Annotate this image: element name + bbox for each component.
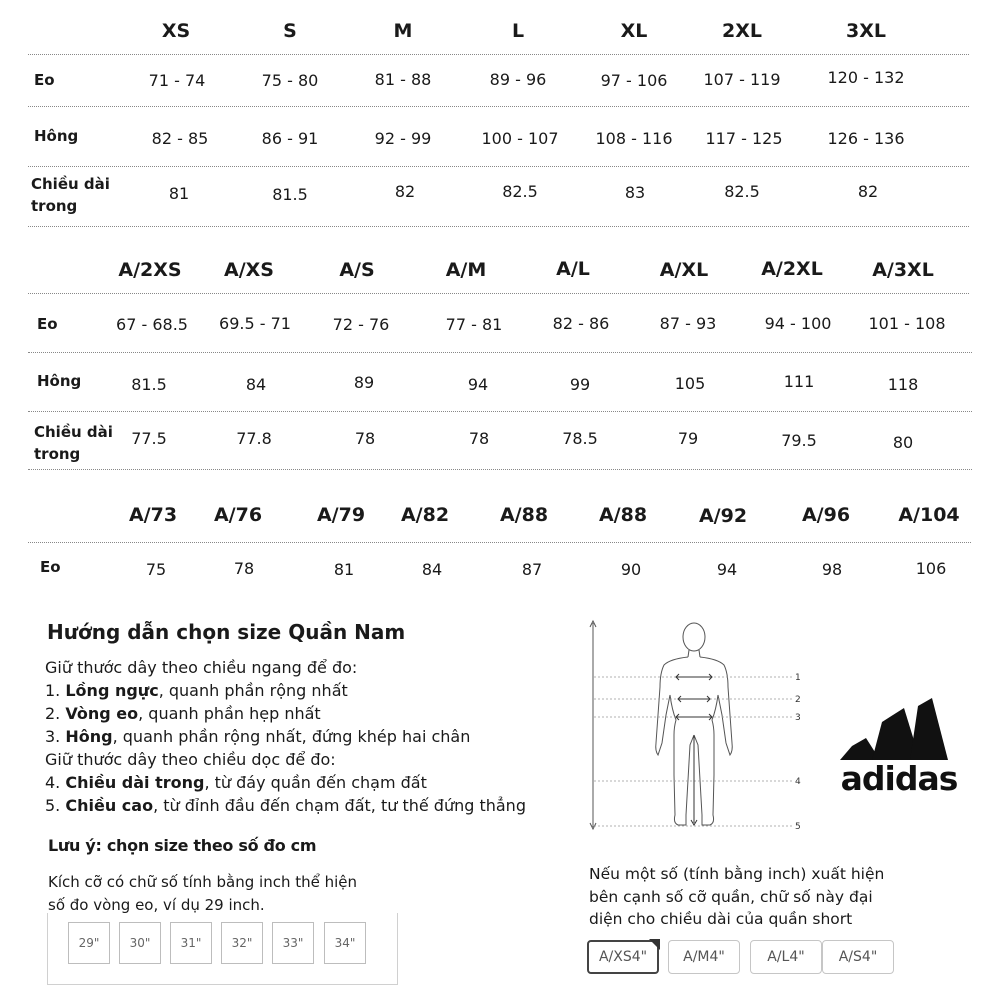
table-cell: 67 - 68.5 bbox=[116, 315, 188, 334]
table-cell: 82 bbox=[857, 182, 879, 201]
row-label-waist: Eo bbox=[34, 71, 55, 89]
size-header-a-s: A/S bbox=[339, 259, 375, 281]
table-cell: 77 - 81 bbox=[445, 315, 503, 334]
chest-arrow bbox=[676, 674, 712, 680]
table-cell: 100 - 107 bbox=[481, 129, 559, 148]
table-cell: 81.5 bbox=[131, 375, 167, 394]
logo-stripe-3 bbox=[910, 698, 948, 760]
guide-item-waist: 2. Vòng eo, quanh phần hẹp nhất bbox=[45, 704, 321, 723]
figure-head bbox=[683, 623, 705, 651]
adidas-logo bbox=[826, 698, 972, 794]
marker-4: 4 bbox=[795, 777, 801, 787]
guide-item-chest: 1. Lồng ngực, quanh phần rộng nhất bbox=[45, 681, 348, 700]
table-divider bbox=[28, 226, 969, 227]
table-divider bbox=[28, 411, 972, 412]
size-header-a-73: A/73 bbox=[128, 504, 178, 526]
table-cell: 90 bbox=[620, 560, 642, 579]
size-header-m: M bbox=[393, 20, 413, 42]
table-cell: 94 bbox=[716, 560, 738, 579]
table-cell: 92 - 99 bbox=[374, 129, 432, 148]
table-cell: 79.5 bbox=[781, 431, 817, 450]
table-cell: 77.8 bbox=[236, 429, 272, 448]
table-cell: 80 bbox=[892, 433, 914, 452]
table-cell: 81 bbox=[333, 560, 355, 579]
body-measurement-figure bbox=[580, 615, 810, 837]
marker-1: 1 bbox=[795, 673, 801, 683]
table-cell: 111 bbox=[783, 372, 815, 391]
table-divider bbox=[28, 352, 972, 353]
size-header-l: L bbox=[511, 20, 525, 42]
figure-left-leg bbox=[670, 695, 694, 825]
size-header-3xl: 3XL bbox=[846, 20, 886, 42]
logo-wordmark: adidas bbox=[840, 759, 958, 794]
table-cell: 118 bbox=[887, 375, 919, 394]
table-cell: 87 - 93 bbox=[659, 314, 717, 333]
inch-size-30: 30" bbox=[119, 922, 161, 964]
row-label-inseam: Chiều dài trong bbox=[34, 423, 113, 463]
table-cell: 82.5 bbox=[502, 182, 538, 201]
shorts-size-label: A/XS4" bbox=[598, 949, 648, 965]
table-cell: 94 - 100 bbox=[764, 314, 832, 333]
table-cell: 98 bbox=[821, 560, 843, 579]
table-cell: 69.5 - 71 bbox=[219, 314, 291, 333]
table-cell: 89 bbox=[353, 373, 375, 392]
row-label-hip: Hông bbox=[34, 127, 79, 145]
guide-intro-vertical: Giữ thước dây theo chiều dọc để đo: bbox=[45, 750, 336, 769]
inch-size-31: 31" bbox=[170, 922, 212, 964]
marker-3: 3 bbox=[795, 713, 801, 723]
table-cell: 78.5 bbox=[562, 429, 598, 448]
row-label-waist: Eo bbox=[40, 558, 61, 576]
size-header-xl: XL bbox=[620, 20, 648, 42]
shorts-size-a-m4: A/M4" bbox=[668, 940, 740, 974]
table-cell: 94 bbox=[467, 375, 489, 394]
size-header-a-xs: A/XS bbox=[224, 259, 274, 281]
shorts-size-a-s4: A/S4" bbox=[822, 940, 894, 974]
size-header-a-l: A/L bbox=[556, 258, 590, 280]
shorts-note-line2: bên cạnh số cỡ quần, chữ số này đại bbox=[589, 888, 873, 906]
table-cell: 82.5 bbox=[724, 182, 760, 201]
table-divider bbox=[28, 542, 971, 543]
hip-arrow bbox=[676, 714, 712, 720]
size-header-a-3xl: A/3XL bbox=[872, 259, 934, 281]
table-cell: 77.5 bbox=[131, 429, 167, 448]
inch-size-34: 34" bbox=[324, 922, 366, 964]
table-cell: 78 bbox=[468, 429, 490, 448]
inch-size-32: 32" bbox=[221, 922, 263, 964]
table-cell: 71 - 74 bbox=[148, 71, 206, 90]
inch-size-33: 33" bbox=[272, 922, 314, 964]
table-cell: 120 - 132 bbox=[827, 68, 905, 87]
table-divider bbox=[28, 293, 969, 294]
table-cell: 106 bbox=[915, 559, 947, 578]
size-header-a-2xl: A/2XL bbox=[761, 258, 823, 280]
table-divider bbox=[28, 106, 969, 107]
guide-item-hip: 3. Hông, quanh phần rộng nhất, đứng khép hai chân bbox=[45, 727, 471, 746]
table-cell: 126 - 136 bbox=[827, 129, 905, 148]
table-cell: 75 - 80 bbox=[261, 71, 319, 90]
size-header-xs: XS bbox=[161, 20, 191, 42]
table-cell: 117 - 125 bbox=[705, 129, 783, 148]
guide-title: Hướng dẫn chọn size Quần Nam bbox=[47, 620, 406, 644]
shorts-size-a-xs4 bbox=[587, 940, 659, 974]
size-header-a-96: A/96 bbox=[801, 504, 851, 526]
shorts-size-a-l4: A/L4" bbox=[750, 940, 822, 974]
table-cell: 79 bbox=[677, 429, 699, 448]
note-text-line1: Kích cỡ có chữ số tính bằng inch thể hiện bbox=[48, 873, 358, 891]
table-cell: 84 bbox=[245, 375, 267, 394]
table-cell: 89 - 96 bbox=[489, 70, 547, 89]
table-cell: 99 bbox=[569, 375, 591, 394]
size-header-a-xl: A/XL bbox=[659, 259, 709, 281]
table-cell: 86 - 91 bbox=[261, 129, 319, 148]
size-header-a-2xs: A/2XS bbox=[118, 259, 182, 281]
table-cell: 81 bbox=[168, 184, 190, 203]
table-cell: 72 - 76 bbox=[332, 315, 390, 334]
shorts-note-line1: Nếu một số (tính bằng inch) xuất hiện bbox=[589, 865, 885, 883]
table-cell: 105 bbox=[674, 374, 706, 393]
selected-check-icon bbox=[649, 939, 660, 950]
row-label-waist: Eo bbox=[37, 315, 58, 333]
table-cell: 81.5 bbox=[272, 185, 308, 204]
size-header-2xl: 2XL bbox=[722, 20, 762, 42]
figure-right-leg bbox=[694, 695, 718, 825]
table-divider bbox=[28, 469, 972, 470]
size-header-a-82: A/82 bbox=[400, 504, 450, 526]
size-header-a-92: A/92 bbox=[698, 505, 748, 527]
table-cell: 82 - 86 bbox=[552, 314, 610, 333]
size-header-a-76: A/76 bbox=[213, 504, 263, 526]
table-cell: 78 bbox=[354, 429, 376, 448]
table-cell: 108 - 116 bbox=[595, 129, 673, 148]
guide-item-inseam: 4. Chiều dài trong, từ đáy quần đến chạm đất bbox=[45, 773, 427, 792]
table-cell: 97 - 106 bbox=[600, 71, 668, 90]
marker-5: 5 bbox=[795, 822, 801, 832]
size-header-a-m: A/M bbox=[445, 259, 487, 281]
waist-arrow bbox=[678, 696, 710, 702]
inch-size-29: 29" bbox=[68, 922, 110, 964]
size-header-s: S bbox=[283, 20, 297, 42]
table-cell: 82 bbox=[394, 182, 416, 201]
guide-intro-horizontal: Giữ thước dây theo chiều ngang để đo: bbox=[45, 658, 358, 677]
marker-2: 2 bbox=[795, 695, 801, 705]
row-label-inseam: Chiều dài trong bbox=[31, 175, 110, 215]
table-divider bbox=[28, 166, 969, 167]
size-header-a-79: A/79 bbox=[316, 504, 366, 526]
table-cell: 82 - 85 bbox=[151, 129, 209, 148]
table-cell: 101 - 108 bbox=[868, 314, 946, 333]
table-cell: 75 bbox=[145, 560, 167, 579]
size-header-a-88: A/88 bbox=[499, 504, 549, 526]
table-cell: 78 bbox=[233, 559, 255, 578]
table-cell: 107 - 119 bbox=[703, 70, 781, 89]
note-text-line2: số đo vòng eo, ví dụ 29 inch. bbox=[48, 896, 265, 914]
shorts-note-line3: diện cho chiều dài của quần short bbox=[589, 910, 853, 928]
note-title: Lưu ý: chọn size theo số đo cm bbox=[48, 836, 317, 855]
guide-item-height: 5. Chiều cao, từ đỉnh đầu đến chạm đất, tư thế đứng thẳng bbox=[45, 796, 526, 815]
row-label-hip: Hông bbox=[37, 372, 82, 390]
table-cell: 87 bbox=[521, 560, 543, 579]
size-header-a-88-2: A/88 bbox=[598, 504, 648, 526]
size-header-a-104: A/104 bbox=[898, 504, 960, 526]
inseam-arrow bbox=[691, 735, 697, 825]
table-divider bbox=[28, 54, 969, 55]
table-cell: 81 - 88 bbox=[374, 70, 432, 89]
table-cell: 84 bbox=[421, 560, 443, 579]
table-cell: 83 bbox=[624, 183, 646, 202]
